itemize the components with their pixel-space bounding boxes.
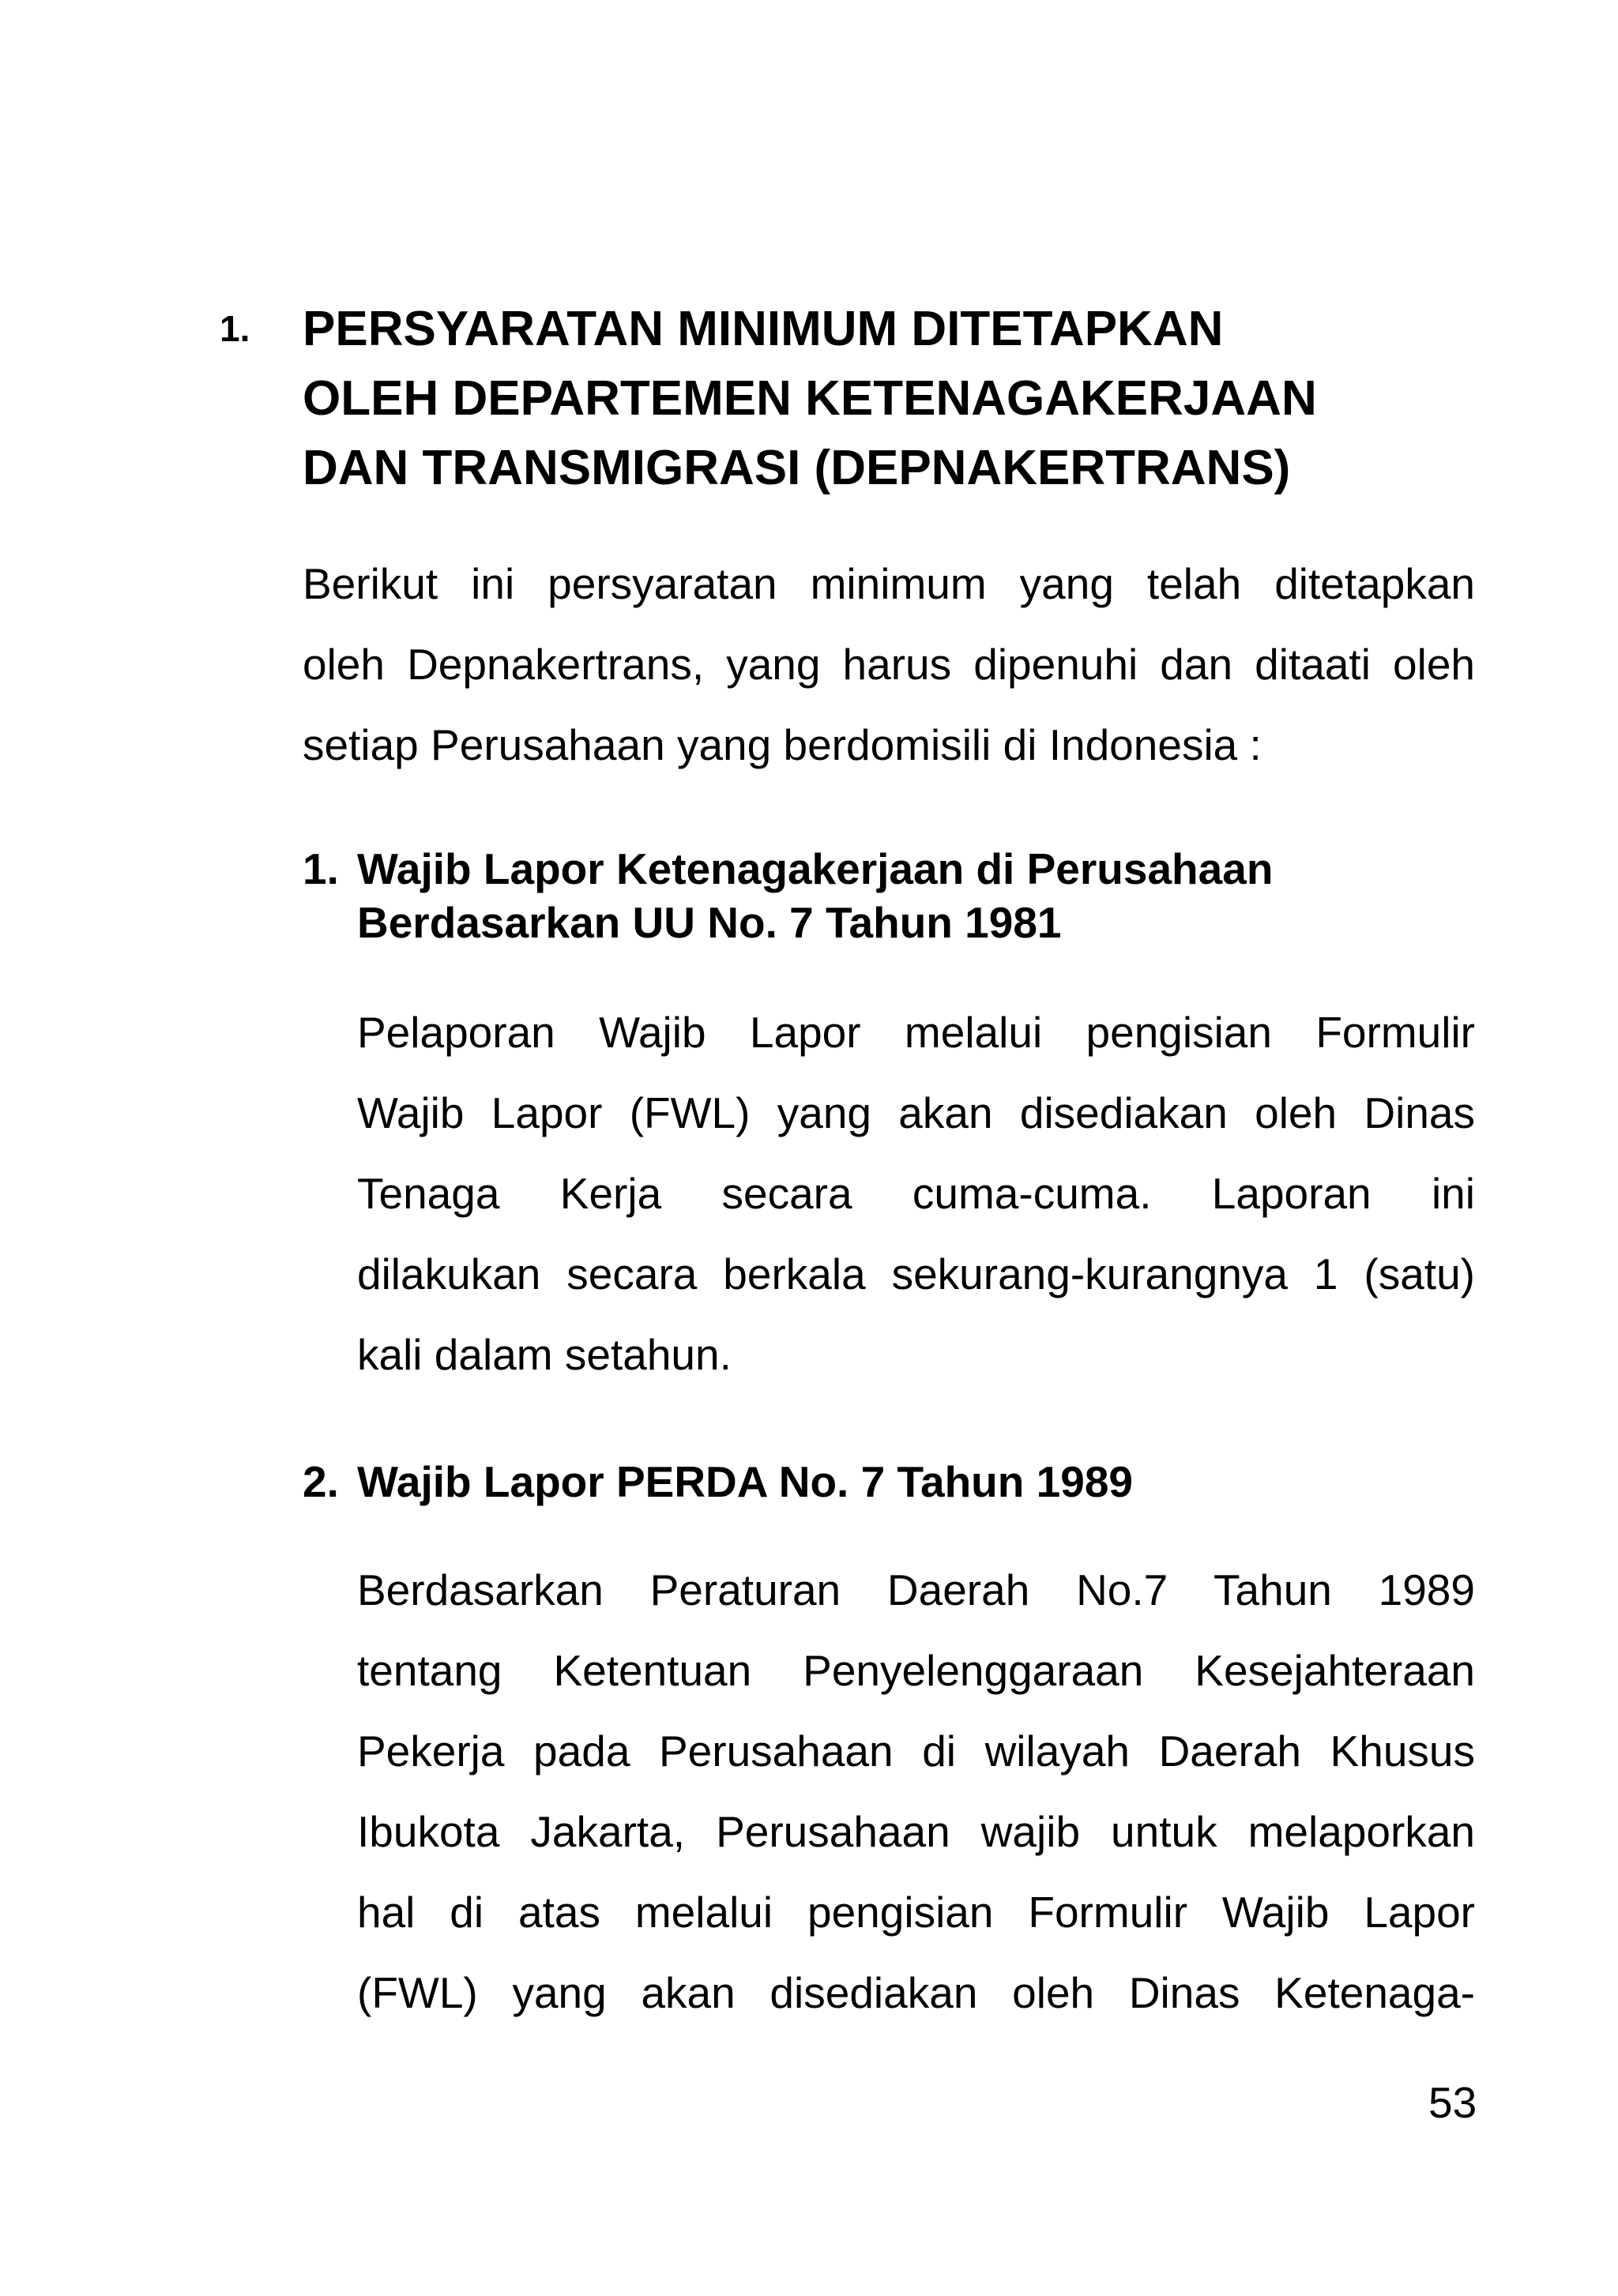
item-1-title (357, 842, 1463, 949)
section-title-line: DAN TRANSMIGRASI (DEPNAKERTRANS) (303, 441, 1291, 495)
section-title (303, 295, 1488, 503)
page-number: 53 (1428, 2078, 1477, 2127)
item-2-line: (FWL) yang akan disediakan oleh Dinas Ketenaga- (357, 1968, 1475, 2017)
item-1-line: Tenaga Kerja secara cuma-cuma. Laporan ini (357, 1169, 1475, 1218)
intro-line: setiap Perusahaan yang berdomisili di Indonesia : (303, 720, 1262, 769)
item-1-line: dilakukan secara berkala sekurang-kurangnya 1 (satu) (357, 1249, 1475, 1298)
item-2-title (357, 1455, 1463, 1509)
section-number: 1. (220, 308, 250, 349)
item-1-title-line: Berdasarkan UU No. 7 Tahun 1981 (357, 898, 1062, 947)
item-1-title-line: Wajib Lapor Ketenagakerjaan di Perusahaan (357, 844, 1274, 893)
section-title-line: PERSYARATAN MINIMUM DITETAPKAN (303, 302, 1224, 356)
item-1-line: Wajib Lapor (FWL) yang akan disediakan oleh Dinas (357, 1088, 1475, 1137)
item-2-title-line: Wajib Lapor PERDA No. 7 Tahun 1989 (357, 1457, 1133, 1506)
item-1-line: kali dalam setahun. (357, 1330, 732, 1379)
item-1-number: 1. (303, 844, 339, 893)
intro-line: oleh Depnakertrans, yang harus dipenuhi dan ditaati oleh (303, 640, 1475, 689)
item-2-paragraph (357, 1550, 1475, 2033)
item-2-line: Berdasarkan Peraturan Daerah No.7 Tahun 1989 (357, 1565, 1475, 1614)
item-2-line: hal di atas melalui pengisian Formulir Wajib Lapor (357, 1888, 1475, 1937)
item-2-line: Pekerja pada Perusahaan di wilayah Daerah Khusus (357, 1727, 1475, 1776)
item-2-line: tentang Ketentuan Penyelenggaraan Kesejahteraan (357, 1646, 1475, 1695)
item-1-paragraph (357, 992, 1475, 1395)
intro-line: Berikut ini persyaratan minimum yang telah ditetapkan (303, 559, 1475, 608)
item-2-number: 2. (303, 1457, 339, 1506)
item-1-line: Pelaporan Wajib Lapor melalui pengisian Formulir (357, 1008, 1475, 1057)
section-title-line: OLEH DEPARTEMEN KETENAGAKERJAAN (303, 371, 1317, 426)
item-2-line: Ibukota Jakarta, Perusahaan wajib untuk melaporkan (357, 1807, 1475, 1856)
intro-paragraph (303, 543, 1475, 785)
